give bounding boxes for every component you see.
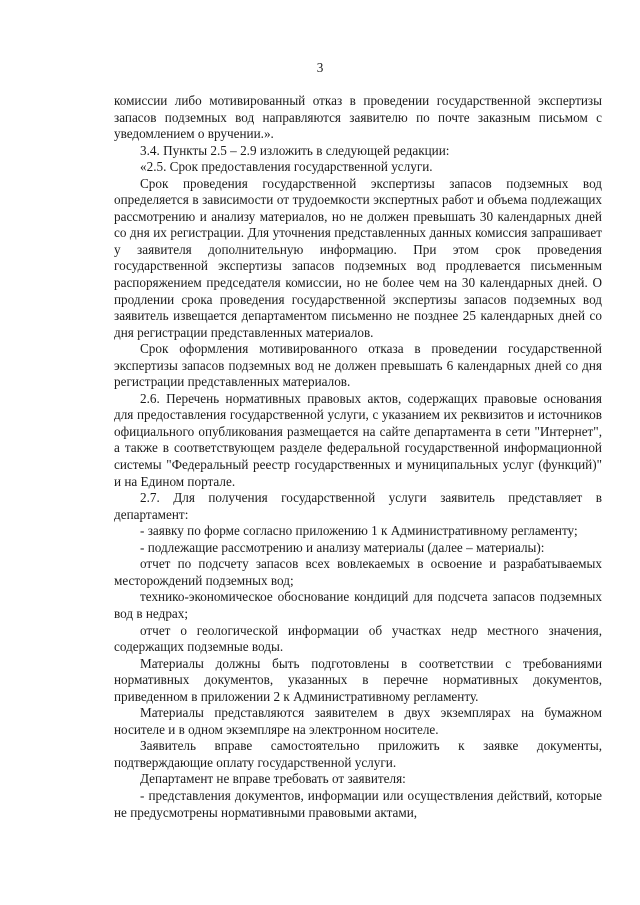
paragraph-clause-3-4: 3.4. Пункты 2.5 – 2.9 изложить в следующей редакции: xyxy=(140,142,450,158)
paragraph-department-restrictions: Департамент не вправе требовать от заявителя: xyxy=(140,771,406,787)
list-item-materials: - подлежащие рассмотрению и анализу материалы (далее – материалы): xyxy=(140,539,545,555)
paragraph-clause-2-7: 2.7. Для получения государственной услуги заявитель представляет в департамент: xyxy=(114,490,602,522)
paragraph-payment-documents: Заявитель вправе самостоятельно приложить к заявке документы, подтверждающие оплату государственной услуги. xyxy=(114,738,602,770)
paragraph-commission-refusal: комиссии либо мотивированный отказ в проведении государственной экспертизы запасов подземных вод направляются заявителю по почте заказным письмом с уведомлением о вручении.». xyxy=(114,93,602,142)
list-item-restriction-documents: - представления документов, информации или осуществления действий, которые не предусмотрены нормативными правовыми актами, xyxy=(114,787,602,820)
list-item-application: - заявку по форме согласно приложению 1 к Административному регламенту; xyxy=(140,523,578,539)
list-item-geological-report: отчет о геологической информации об участках недр местного значения, содержащих подземные воды. xyxy=(114,622,602,655)
paragraph-refusal-term: Срок оформления мотивированного отказа в проведении государственной экспертизы запасов подземных вод не должен превышать 6 календарных дней со дня регистрации представленных материалов. xyxy=(114,341,602,390)
list-item-feasibility-study: технико-экономическое обоснование кондиций для подсчета запасов подземных вод в недрах; xyxy=(114,589,602,621)
paragraph-clause-2-5-heading: «2.5. Срок предоставления государственной услуги. xyxy=(140,159,433,175)
paragraph-expertise-term: Срок проведения государственной экспертизы запасов подземных вод определяется в зависимости от трудоемкости экспертных работ и объема подлежащих рассмотрению и анализу материалов, но не должен превышать 30 календарных дней со дня их регистрации. Для уточнения представленных данных комиссия запрашивает у заявителя дополнительную информацию. При этом срок проведения государственной экспертизы запасов подземных вод продлевается письменным распоряжением председателя комиссии, но не более чем на 30 календарных дней. О продлении срока проведения государственной экспертизы запасов подземных вод заявитель извещается департаментом письменно не позднее 25 календарных дней со дня регистрации представленных материалов. xyxy=(114,175,602,340)
page-number: 3 xyxy=(316,60,324,75)
paragraph-materials-copies: Материалы представляются заявителем в двух экземплярах на бумажном носителе и в одном экземпляре на электронном носителе. xyxy=(114,705,602,737)
paragraph-clause-2-6: 2.6. Перечень нормативных правовых актов, содержащих правовые основания для предоставления государственной услуги, с указанием их реквизитов и источников официального опубликования размещается на сайте департамента в сети "Интернет", а также в соответствующем разделе федеральной государственной информационной системы "Федеральный реестр государственных и муниципальных услуг (функций)" и на Едином портале. xyxy=(114,390,602,489)
paragraph-materials-requirements: Материалы должны быть подготовлены в соответствии с требованиями нормативных документов, указанных в перечне нормативных документов, приведенном в приложении 2 к Административному регламенту. xyxy=(114,655,602,704)
document-body xyxy=(114,93,602,821)
list-item-reserves-report: отчет по подсчету запасов всех вовлекаемых в освоение и разрабатываемых месторождений подземных вод; xyxy=(114,556,602,588)
